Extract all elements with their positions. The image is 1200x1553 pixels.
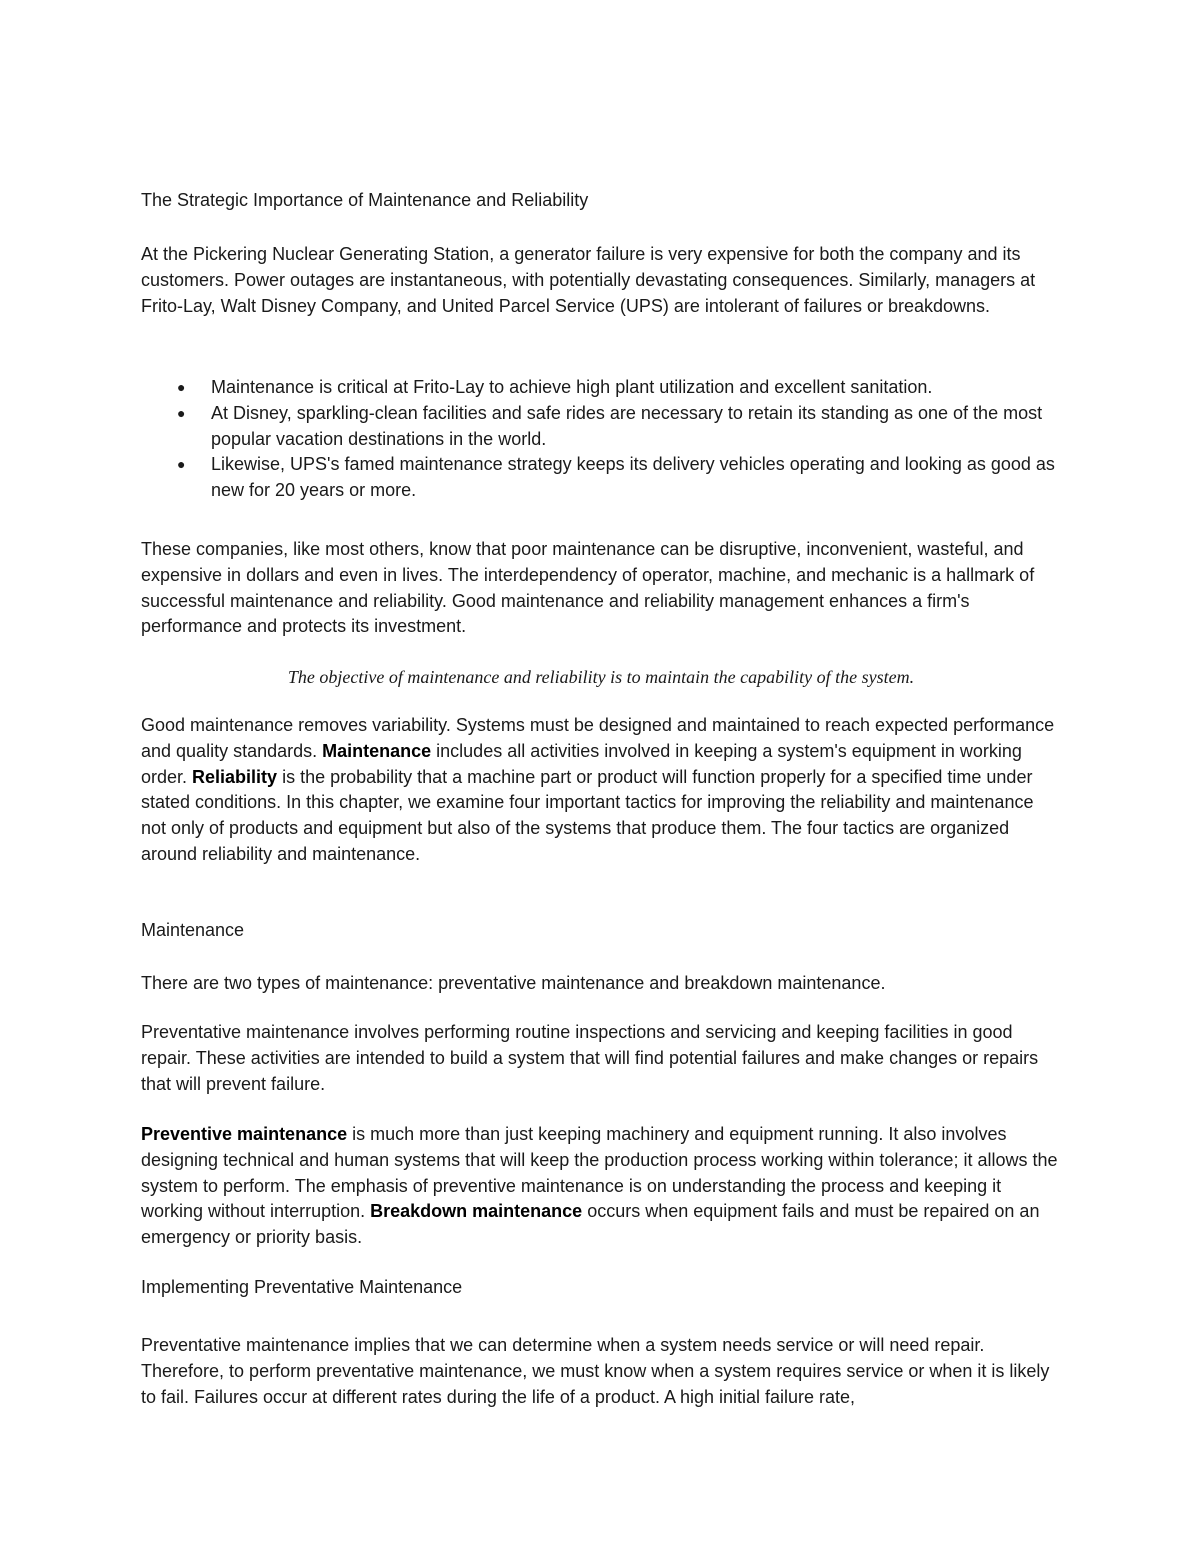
variability-paragraph [141, 713, 1061, 868]
types-paragraph: There are two types of maintenance: preventative maintenance and breakdown maintenance. [141, 973, 886, 993]
list-item [141, 375, 1061, 401]
term-breakdown-maintenance: Breakdown maintenance [370, 1201, 583, 1222]
text-run: includes all activities involved in keeping a system's equipment in working order. [141, 740, 1022, 787]
text-run: is the probability that a machine part or product will function properly for a specified time under stated conditions. In this chapter, we examine four important tactics for improving the reliability and maintenance not only of products and equipment but also of the systems that produce them. The four tactics are organized around reliability and maintenance. [141, 766, 1034, 864]
maintenance-heading: Maintenance [141, 920, 245, 940]
implementing-heading: Implementing Preventative Maintenance [141, 1277, 463, 1297]
preventive-paragraph [141, 1122, 1061, 1251]
text-run: is much more than just keeping machinery and equipment running. It also involves designing technical and human systems that will keep the production process working within tolerance; it allows the system to perform. The emphasis of preventive maintenance is on understanding the process and keeping it working without interruption. [141, 1124, 1058, 1222]
bullet-icon: ● [177, 404, 186, 421]
objective-quote: The objective of maintenance and reliability is to maintain the capability of the system. [287, 667, 915, 687]
bullet-text: Maintenance is critical at Frito-Lay to achieve high plant utilization and excellent sanitation. [211, 377, 933, 397]
companies-paragraph: These companies, like most others, know that poor maintenance can be disruptive, inconvenient, wasteful, and expensive in dollars and even in lives. The interdependency of operator, machine, and mechanic is a hallmark of successful maintenance and reliability. Good maintenance and reliability management enhances a firm's performance and protects its investment. [141, 539, 1035, 637]
list-item [141, 401, 1061, 453]
term-maintenance: Maintenance [322, 740, 432, 761]
list-item [141, 452, 1061, 504]
text-run: occurs when equipment fails and must be repaired on an emergency or priority basis. [141, 1201, 1040, 1248]
term-reliability: Reliability [192, 766, 278, 787]
bullet-icon: ● [177, 456, 186, 473]
bullet-text: Likewise, UPS's famed maintenance strategy keeps its delivery vehicles operating and looking as good as new for 20 years or more. [211, 454, 1055, 501]
bullet-text: At Disney, sparkling-clean facilities and safe rides are necessary to retain its standing as one of the most popular vacation destinations in the world. [211, 402, 1043, 449]
implementing-paragraph: Preventative maintenance implies that we can determine when a system needs service or will need repair. Therefore, to perform preventative maintenance, we must know when a system requires service or when it is likely to fail. Failures occur at different rates during the life of a product. A high initial failure rate, [141, 1335, 1050, 1407]
text-run: Good maintenance removes variability. Systems must be designed and maintained to reach expected performance and quality standards. [141, 715, 1055, 761]
preventative-paragraph: Preventative maintenance involves performing routine inspections and servicing and keeping facilities in good repair. These activities are intended to build a system that will find potential failures and make changes or repairs that will prevent failure. [141, 1022, 1039, 1094]
term-preventive-maintenance: Preventive maintenance [141, 1124, 348, 1144]
bullet-list [141, 375, 1061, 504]
bullet-icon: ● [177, 379, 186, 395]
document-title: The Strategic Importance of Maintenance and Reliability [141, 190, 589, 210]
intro-paragraph: At the Pickering Nuclear Generating Station, a generator failure is very expensive for both the company and its customers. Power outages are instantaneous, with potentially devastating consequences. Similarly, managers at Frito-Lay, Walt Disney Company, and United Parcel Service (UPS) are intolerant of failures or breakdowns. [141, 244, 1036, 316]
